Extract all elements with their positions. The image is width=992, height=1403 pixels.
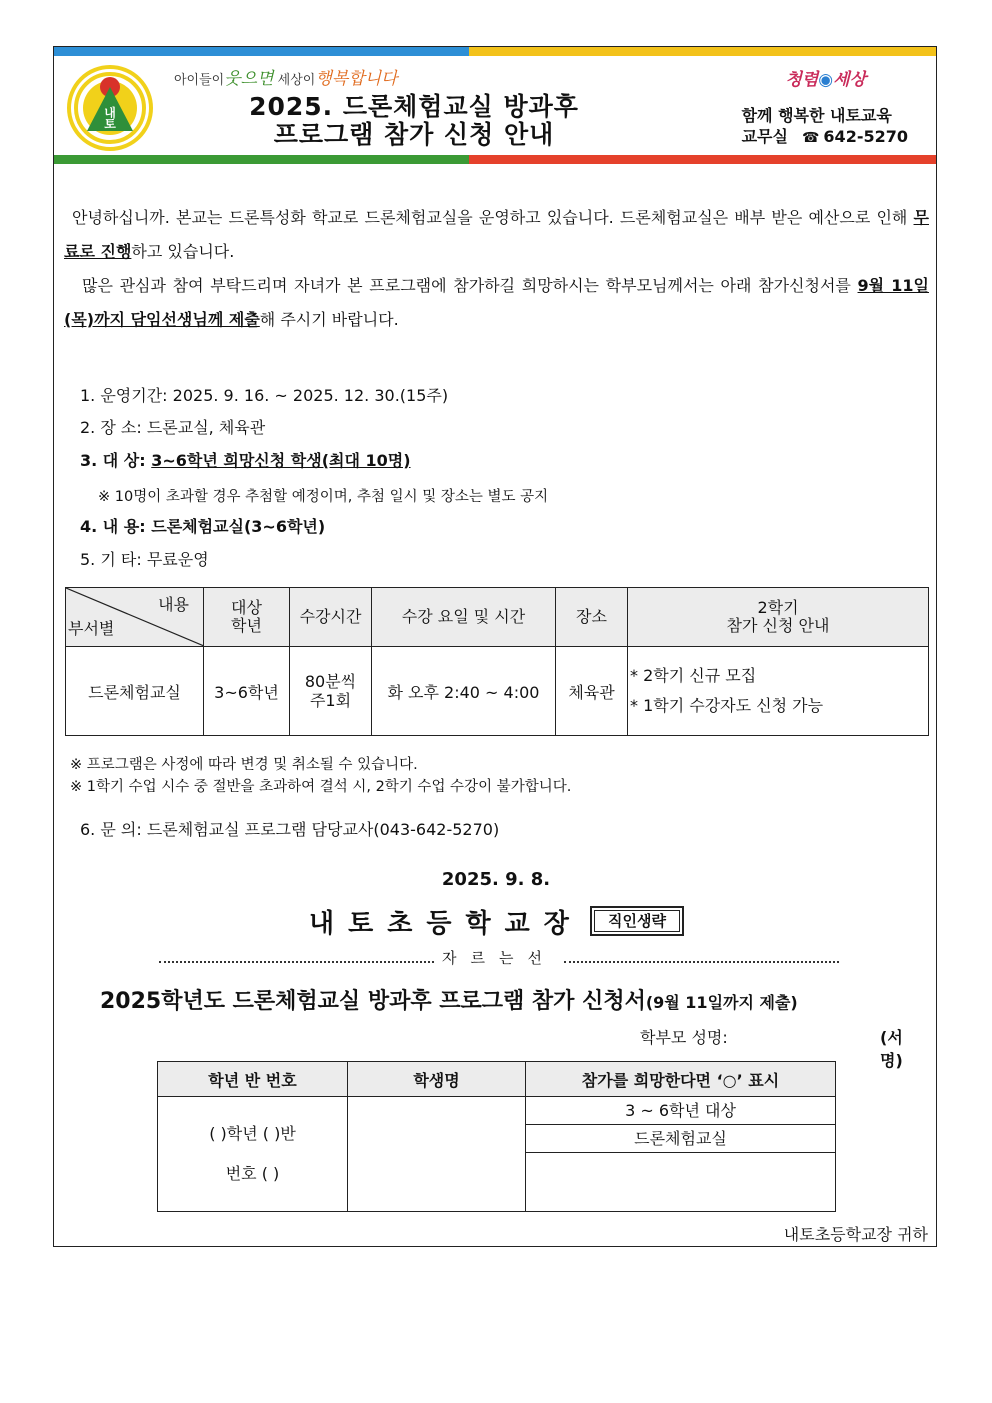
cell-guide: * 2학기 신규 모집 * 1학기 수강자도 신청 가능 [628, 647, 929, 736]
issue-date: 2025. 9. 8. [441, 869, 551, 890]
header-grade: 대상 학년 [204, 588, 290, 647]
item-inquiry: 6. 문 의: 드론체험교실 프로그램 담당교사(043-642-5270) [80, 820, 500, 839]
cut-line: 자르는선 [159, 947, 839, 968]
brand-logo: 청렴◉세상 [785, 70, 866, 90]
cell-grade: 3~6학년 [204, 647, 290, 736]
table-row [66, 647, 929, 736]
mark-cell [526, 1097, 836, 1212]
header-top-bar [54, 47, 936, 56]
cell-place: 체육관 [556, 647, 628, 736]
school-logo-icon [63, 65, 157, 151]
footer-addressee: 내토초등학교장 귀하 [783, 1225, 928, 1244]
note-change: ※ 프로그램은 사정에 따라 변경 및 취소될 수 있습니다. [70, 757, 418, 773]
svg-text:토: 토 [104, 117, 116, 131]
intro-paragraph-1: 안녕하십니까. 본교는 드론특성화 학교로 드론체험교실을 운영하고 있습니다. 드론체험교실은 배부 받은 예산으로 인해 무료로 진행하고 있습니다. [64, 208, 929, 261]
cell-schedule: 화 오후 2:40 ~ 4:00 [372, 647, 556, 736]
item-place: 2. 장 소: 드론교실, 체육관 [80, 418, 266, 437]
application-form-table [157, 1061, 836, 1212]
seal-stamp: 직인생략 [590, 906, 684, 936]
school-slogan: 아이들이웃으면 세상이행복합니다 [174, 69, 398, 89]
cell-duration: 80분씩 주1회 [290, 647, 372, 736]
item-etc: 5. 기 타: 무료운영 [80, 550, 209, 569]
student-name-field[interactable] [348, 1097, 526, 1212]
document-frame [53, 46, 937, 1247]
form-header-student: 학생명 [348, 1062, 526, 1097]
item-target: 3. 대 상: 3~6학년 희망신청 학생(최대 10명) [80, 451, 411, 470]
header-guide: 2학기 참가 신청 안내 [628, 588, 929, 647]
program-table-header [66, 588, 929, 647]
parent-signature-field[interactable]: 학부모 성명: (서명) [640, 1028, 903, 1070]
header-bottom-bar [54, 155, 936, 164]
form-header-mark: 참가를 희망한다면 ‘○’ 표시 [526, 1062, 836, 1097]
item-content: 4. 내 용: 드론체험교실(3~6학년) [80, 517, 326, 536]
item-target-note: ※ 10명이 초과할 경우 추첨할 예정이며, 추첨 일시 및 장소는 별도 공지 [98, 489, 549, 505]
principal-name: 내토초등학교장 [309, 909, 583, 939]
form-header-class: 학년 반 번호 [158, 1062, 348, 1097]
top-bar-blue [54, 47, 469, 56]
header-schedule: 수강 요일 및 시간 [372, 588, 556, 647]
bottom-bar-green [54, 155, 469, 164]
note-absence: ※ 1학기 수업 시수 중 절반을 초과하여 결석 시, 2학기 수업 수강이 불가합니다. [70, 779, 572, 795]
option-target-label: 3 ~ 6학년 대상 [526, 1097, 835, 1125]
option-program-label: 드론체험교실 [526, 1125, 835, 1153]
brand-globe-icon: ◉ [818, 70, 834, 90]
corner-header: 내용 부서별 [66, 588, 204, 647]
form-title: 2025학년도 드론체험교실 방과후 프로그램 참가 신청서(9월 11일까지 제출) [100, 989, 798, 1014]
program-table [65, 587, 929, 736]
header-duration: 수강시간 [290, 588, 372, 647]
bottom-bar-red [469, 155, 936, 164]
phone-icon: ☎ [801, 130, 820, 146]
page-title: 2025. 드론체험교실 방과후 프로그램 참가 신청 안내 [249, 92, 579, 149]
top-bar-yellow [469, 47, 936, 56]
class-number-field[interactable]: ( )학년 ( )반 번호 ( ) [158, 1097, 348, 1212]
logo-text: 내 [104, 106, 116, 120]
item-period: 1. 운영기간: 2025. 9. 16. ~ 2025. 12. 30.(15주) [80, 386, 449, 405]
school-motto: 함께 행복한 내토교육 교무실 ☎ 642-5270 [741, 106, 908, 146]
cell-dept: 드론체험교실 [66, 647, 204, 736]
intro-paragraph-2: 많은 관심과 참여 부탁드리며 자녀가 본 프로그램에 참가하길 희망하시는 학부모님께서는 아래 참가신청서를 9월 11일(목)까지 담임선생님께 제출해 주시기 바랍니다. [64, 276, 929, 329]
header-place: 장소 [556, 588, 628, 647]
participation-mark-field[interactable] [526, 1153, 835, 1211]
